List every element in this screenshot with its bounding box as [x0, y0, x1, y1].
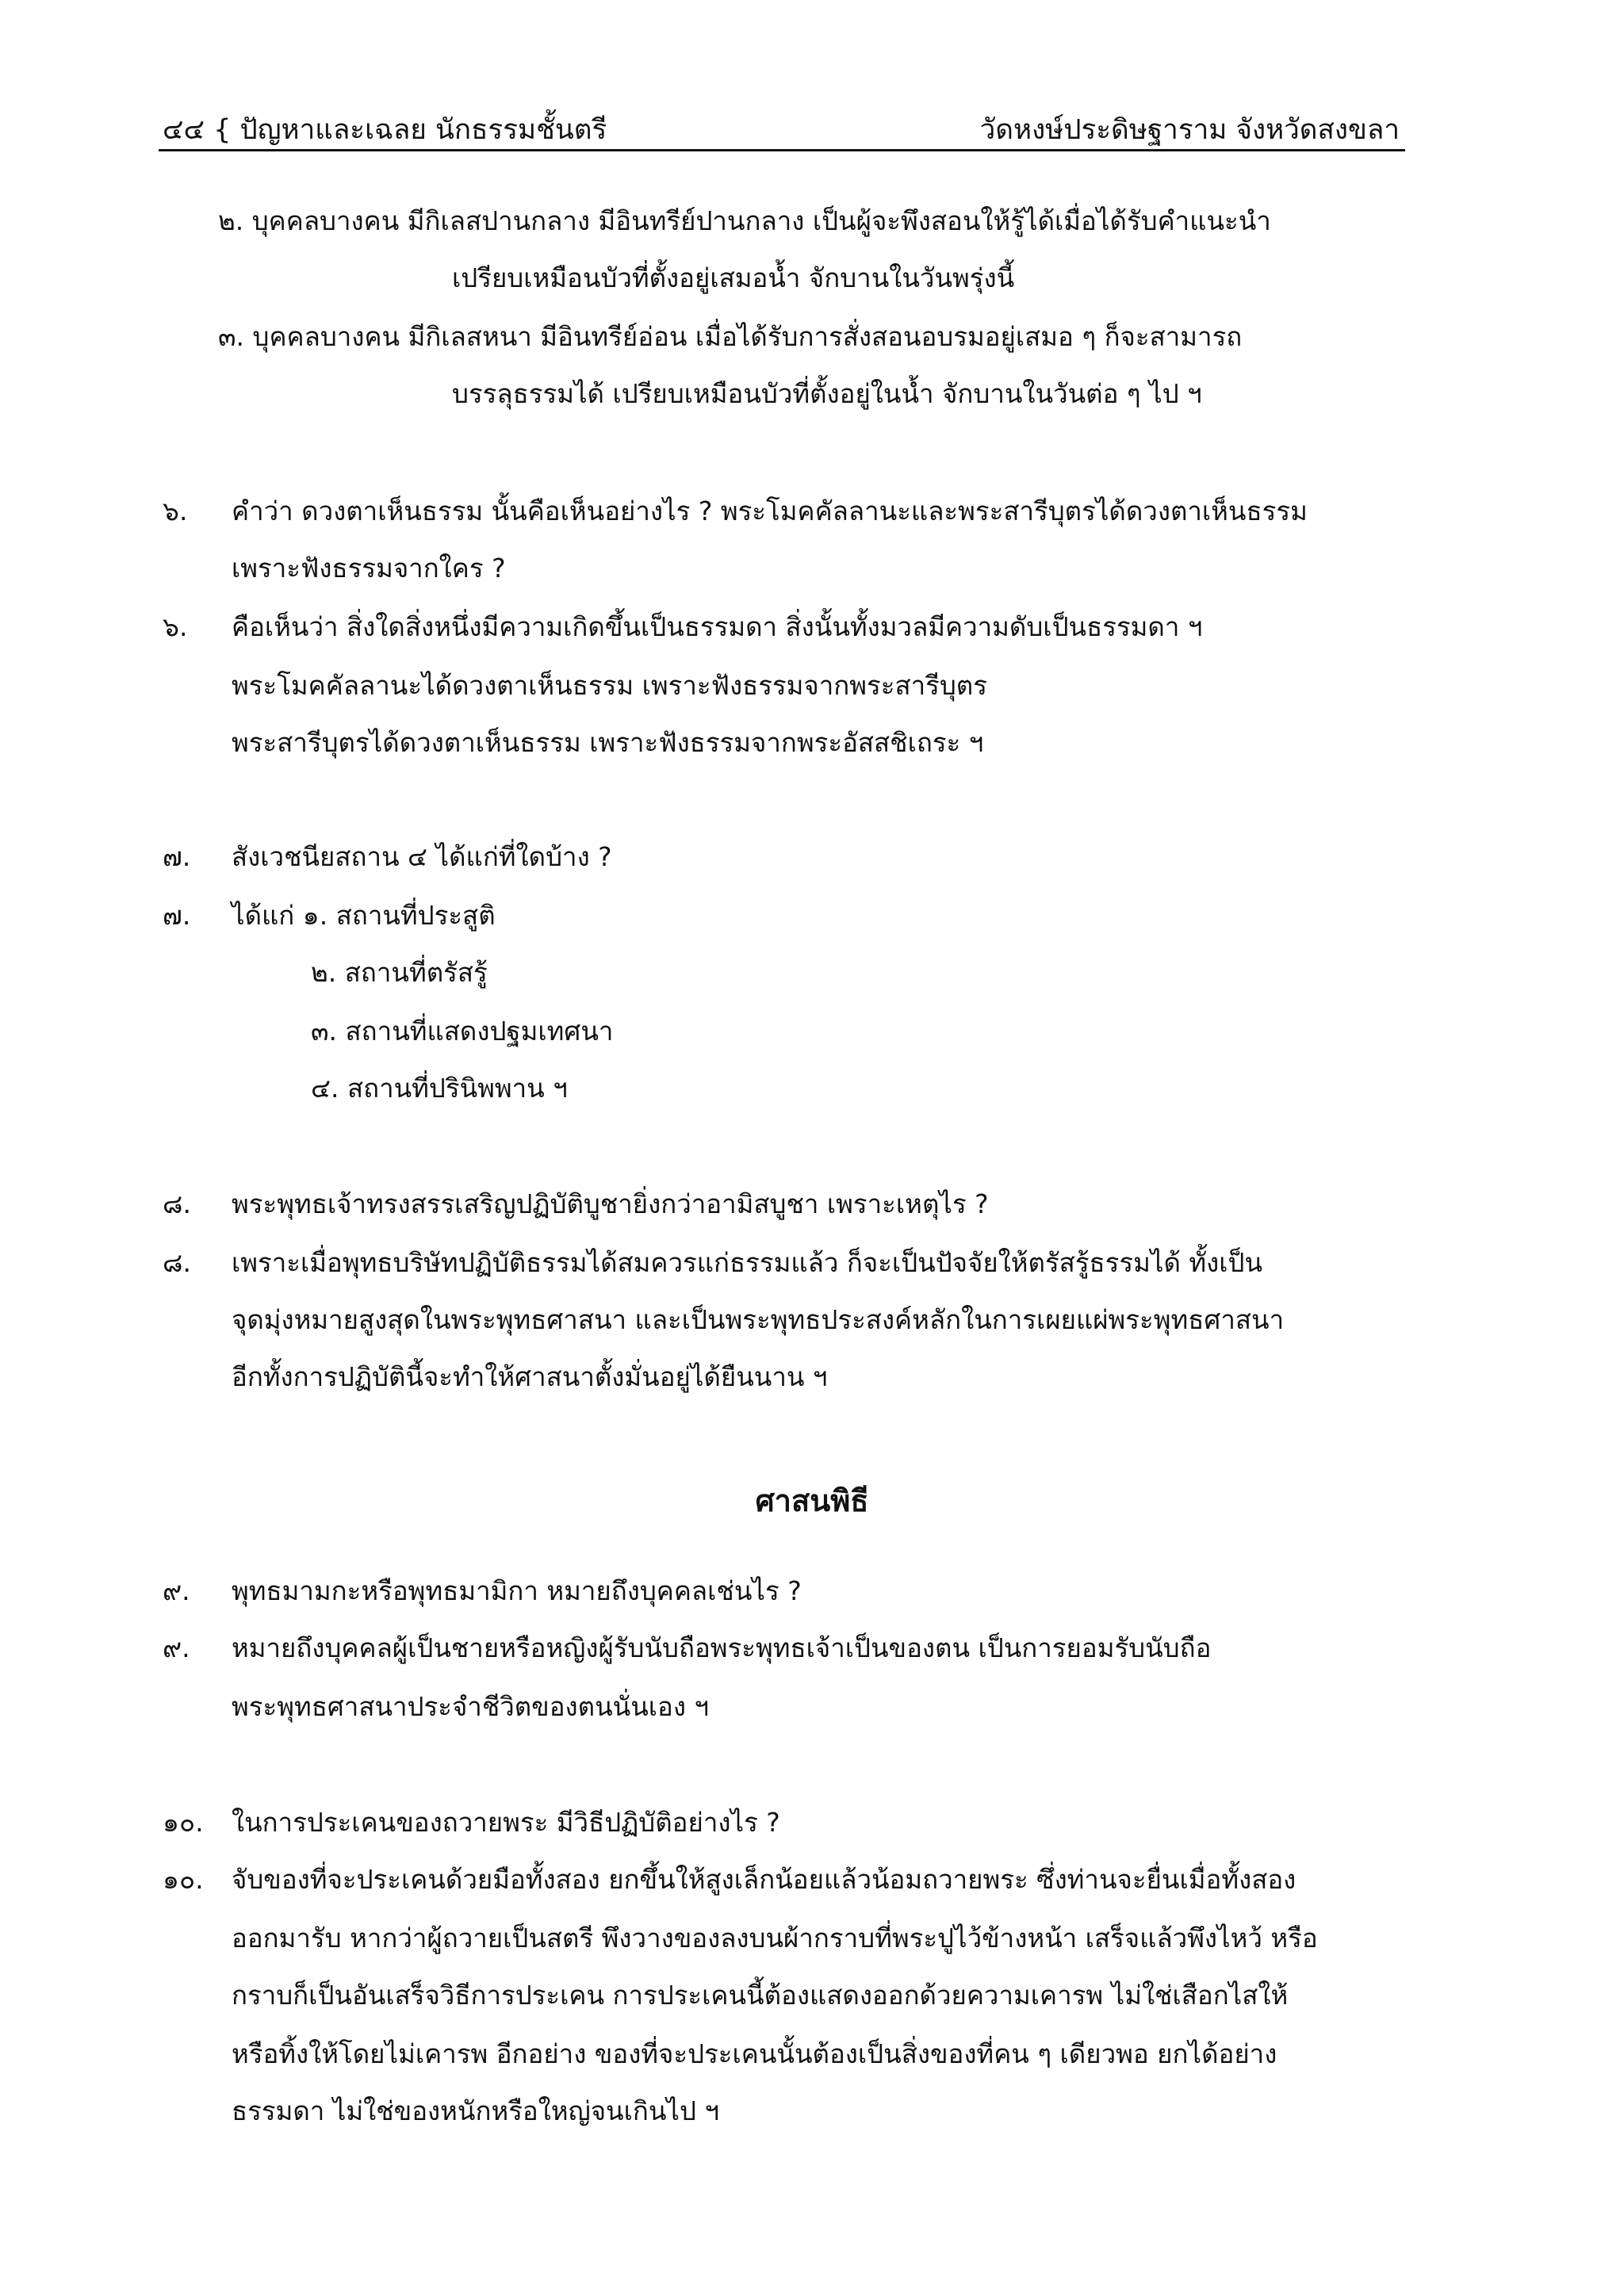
- question-6-number: ๖.: [163, 496, 188, 526]
- question-6-line-1: คำว่า ดวงตาเห็นธรรม นั้นคือเห็นอย่างไร ? พระโมคคัลลานะและพระสารีบุตรได้ดวงตาเห็นธรรม: [232, 496, 1308, 526]
- answer-6-number: ๖.: [163, 611, 188, 642]
- question-6-line-2: เพราะฟังธรรมจากใคร ?: [232, 553, 506, 584]
- answer-10-line-3: กราบก็เป็นอันเสร็จวิธีการประเคน การประเคนนี้ต้องแสดงออกด้วยความเคารพ ไม่ใช่เสือกไสให้: [232, 1980, 1289, 2011]
- answer-9-number: ๙.: [163, 1632, 190, 1663]
- intro-item-2-line-2: เปรียบเหมือนบัวที่ตั้งอยู่เสมอน้ำ จักบานในวันพรุ่งนี้: [452, 262, 1015, 293]
- answer-6-line-1: คือเห็นว่า สิ่งใดสิ่งหนึ่งมีความเกิดขึ้นเป็นธรรมดา สิ่งนั้นทั้งมวลมีความดับเป็นธรรมดา ฯ: [232, 611, 1203, 642]
- question-8-number: ๘.: [163, 1188, 191, 1219]
- answer-8-line-1: เพราะเมื่อพุทธบริษัทปฏิบัติธรรมได้สมควรแก่ธรรมแล้ว ก็จะเป็นปัจจัยให้ตรัสรู้ธรรมได้ ทั้งเป็น: [232, 1247, 1263, 1278]
- answer-7-item-2: ๒. สถานที่ตรัสรู้: [311, 957, 488, 988]
- answer-10-line-4: หรือทิ้งให้โดยไม่เคารพ อีกอย่าง ของที่จะประเคนนั้นต้องเป็นสิ่งของที่คน ๆ เดียวพอ ยกได้อย่าง: [232, 2038, 1277, 2069]
- answer-9-line-2: พระพุทธศาสนาประจำชีวิตของตนนั่นเอง ฯ: [232, 1691, 710, 1722]
- intro-item-3-line-1: ๓. บุคคลบางคน มีกิเลสหนา มีอินทรีย์อ่อน เมื่อได้รับการสั่งสอนอบรมอยู่เสมอ ๆ ก็จะสามารถ: [218, 321, 1243, 352]
- intro-item-3-line-2: บรรลุธรรมได้ เปรียบเหมือนบัวที่ตั้งอยู่ในน้ำ จักบานในวันต่อ ๆ ไป ฯ: [452, 378, 1202, 409]
- answer-7-item-4: ๔. สถานที่ปรินิพพาน ฯ: [311, 1073, 568, 1104]
- question-7-line-1: สังเวชนียสถาน ๔ ได้แก่ที่ใดบ้าง ?: [232, 841, 612, 872]
- answer-6-line-3: พระสารีบุตรได้ดวงตาเห็นธรรม เพราะฟังธรรมจากพระอัสสชิเถระ ฯ: [232, 727, 984, 758]
- answer-7-item-3: ๓. สถานที่แสดงปฐมเทศนา: [311, 1016, 614, 1047]
- answer-10-line-1: จับของที่จะประเคนด้วยมือทั้งสอง ยกขึ้นให้สูงเล็กน้อยแล้วน้อมถวายพระ ซึ่งท่านจะยื่นเมื่อทั้งสอง: [232, 1864, 1297, 1895]
- answer-8-number: ๘.: [163, 1247, 191, 1278]
- question-7-number: ๗.: [163, 841, 191, 872]
- answer-6-line-2: พระโมคคัลลานะได้ดวงตาเห็นธรรม เพราะฟังธรรมจากพระสารีบุตร: [232, 670, 987, 701]
- question-10-line-1: ในการประเคนของถวายพระ มีวิธีปฏิบัติอย่างไร ?: [232, 1807, 780, 1838]
- answer-10-line-5: ธรรมดา ไม่ใช่ของหนักหรือใหญ่จนเกินไป ฯ: [232, 2095, 719, 2126]
- question-8-line-1: พระพุทธเจ้าทรงสรรเสริญปฏิบัติบูชายิ่งกว่าอามิสบูชา เพราะเหตุไร ?: [232, 1188, 989, 1219]
- header-left-title: ๔๔ { ปัญหาและเฉลย นักธรรมชั้นตรี: [163, 114, 607, 146]
- intro-item-2-line-1: ๒. บุคคลบางคน มีกิเลสปานกลาง มีอินทรีย์ปานกลาง เป็นผู้จะพึงสอนให้รู้ได้เมื่อได้รับคำแนะนำ: [218, 205, 1271, 236]
- answer-9-line-1: หมายถึงบุคคลผู้เป็นชายหรือหญิงผู้รับนับถือพระพุทธเจ้าเป็นของตน เป็นการยอมรับนับถือ: [232, 1632, 1212, 1663]
- answer-10-number: ๑๐.: [163, 1864, 204, 1895]
- header-right-title: วัดหงษ์ประดิษฐาราม จังหวัดสงขลา: [979, 114, 1400, 146]
- header-divider: [159, 149, 1405, 151]
- answer-7-number: ๗.: [163, 900, 191, 931]
- answer-8-line-2: จุดมุ่งหมายสูงสุดในพระพุทธศาสนา และเป็นพระพุทธประสงค์หลักในการเผยแผ่พระพุทธศาสนา: [232, 1304, 1285, 1335]
- page-header: [163, 108, 1400, 154]
- answer-7-lead: ได้แก่ ๑. สถานที่ประสูติ: [232, 900, 496, 931]
- question-9-line-1: พุทธมามกะหรือพุทธมามิกา หมายถึงบุคคลเช่นไร ?: [232, 1575, 802, 1606]
- question-10-number: ๑๐.: [163, 1807, 204, 1838]
- answer-8-line-3: อีกทั้งการปฏิบัตินี้จะทำให้ศาสนาตั้งมั่นอยู่ได้ยืนนาน ฯ: [232, 1361, 828, 1392]
- answer-10-line-2: ออกมารับ หากว่าผู้ถวายเป็นสตรี พึงวางของลงบนผ้ากราบที่พระปูไว้ข้างหน้า เสร็จแล้วพึงไหว้ หรือ: [232, 1923, 1318, 1954]
- section-title: ศาสนพิธี: [755, 1483, 869, 1518]
- question-9-number: ๙.: [163, 1575, 190, 1606]
